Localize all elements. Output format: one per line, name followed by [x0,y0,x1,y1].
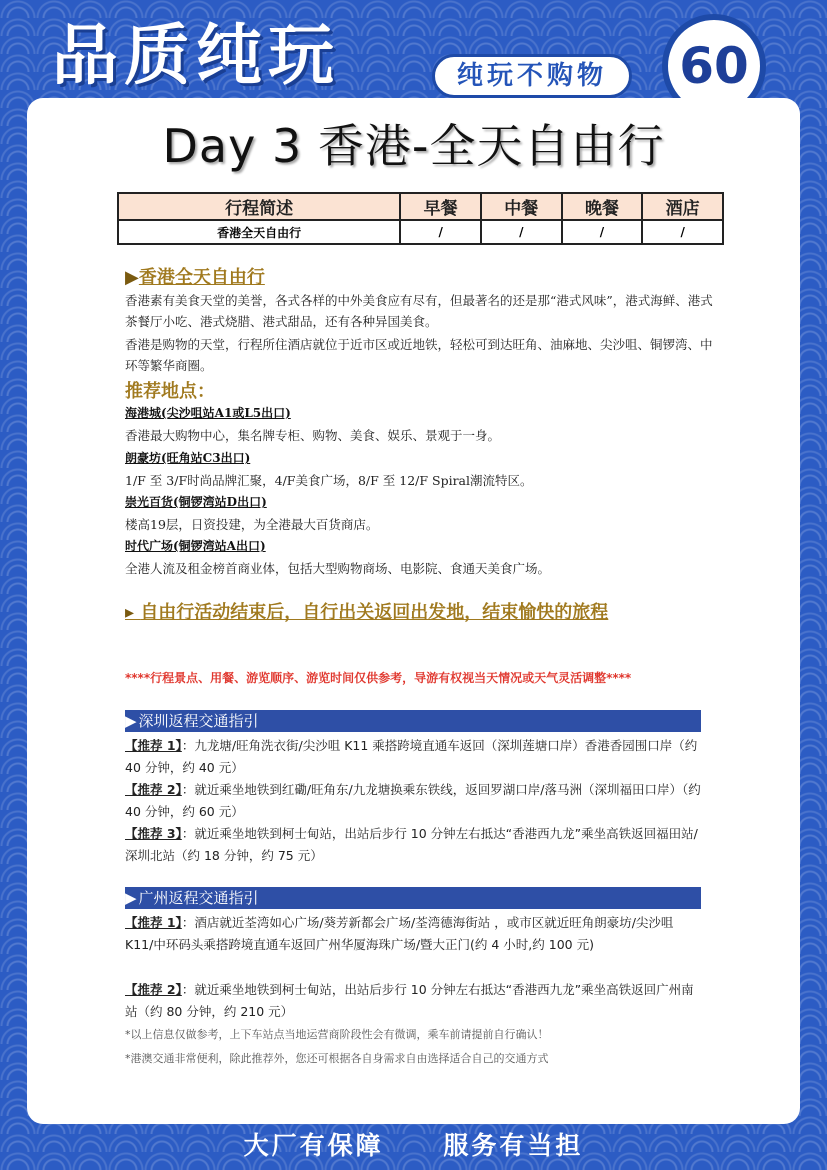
route-text: ：九龙塘/旺角洗衣街/尖沙咀 K11 乘搭跨境直通车返回（深圳莲塘口岸）香港香园围口岸（约 40 分钟，约 40 元） [125,738,698,775]
food-paragraph: 香港素有美食天堂的美誉，各式各样的中外美食应有尽有，但最著名的还是那“港式风味”，港式海鲜、港式茶餐厅小吃、港式烧腊、港式甜品，还有各种异国美食。 [125,293,713,329]
meal-table-header [118,193,723,220]
place-name: 海港城(尖沙咀站A1或L5出口) [125,406,291,420]
place-name: 朗豪坊(旺角站C3出口) [125,451,251,465]
footnote: *港澳交通非常便利，除此推荐外，您还可根据各自身需求自由选择适合自己的交通方式 [125,1052,549,1065]
place-name: 崇光百货(铜锣湾站D出口) [125,495,267,509]
no-shopping-pill: 纯玩不购物 [432,54,632,98]
route-item [125,779,703,823]
triangle-icon: ▶ [125,889,137,907]
page-title: Day 3 香港-全天自由行 [162,119,665,173]
cell-dinner: / [562,220,643,244]
route-tag: 【推荐 3】 [125,826,182,841]
route-text: ：就近乘坐地铁到红磡/旺角东/九龙塘换乘东铁线，返回罗湖口岸/落马洲（深圳福田口岸）（约 40 分钟，约 60 元） [125,782,701,819]
route-tag: 【推荐 2】 [125,982,182,997]
route-tag: 【推荐 1】 [125,738,182,753]
table-row [118,220,723,244]
footer-slogan [0,1124,827,1170]
place-desc: 楼高19层，日资投建，为全港最大百货商店。 [125,517,379,532]
place-desc: 香港最大购物中心，集名牌专柜、购物、美食、娱乐、景观于一身。 [125,428,501,443]
header-hotel: 酒店 [642,193,723,220]
guangzhou-heading-bar [125,887,701,909]
end-note-text: 自由行活动结束后，自行出关返回出发地，结束愉快的旅程 [140,602,609,623]
cell-hotel: / [642,220,723,244]
place-desc: 全港人流及租金榜首商业体，包括大型购物商场、电影院、食通天美食广场。 [125,561,551,576]
header-lunch: 中餐 [481,193,562,220]
route-text: ：就近乘坐地铁到柯士甸站，出站后步行 10 分钟左右抵达“香港西九龙”乘坐高铁返回福田站/深圳北站（约 18 分钟，约 75 元） [125,826,698,863]
section-heading [125,263,265,289]
route-tag: 【推荐 2】 [125,782,182,797]
route-item [125,912,703,956]
triangle-icon: ▶ [125,267,139,288]
cell-breakfast: / [400,220,481,244]
meal-table [117,192,724,245]
shenzhen-heading-bar [125,710,701,732]
route-text: ：就近乘坐地铁到柯士甸站，出站后步行 10 分钟左右抵达“香港西九龙”乘坐高铁返回广州南站（约 80 分钟，约 210 元） [125,982,694,1019]
header-summary: 行程简述 [118,193,400,220]
place-name: 时代广场(铜锣湾站A出口) [125,539,266,553]
route-item [125,979,703,1023]
place-desc: 1/F 至 3/F时尚品牌汇聚，4/F美食广场，8/F 至 12/F Spiral潮流特区。 [125,473,533,488]
triangle-icon: ▶ [125,712,137,730]
route-item [125,735,703,779]
end-note [125,598,608,624]
warning-text: ****行程景点、用餐、游览顺序、游览时间仅供参考，导游有权视当天情况或天气灵活调整**** [125,671,632,685]
footer-left: 大厂有保障 [243,1131,384,1160]
cell-summary: 香港全天自由行 [118,220,400,244]
route-text: ：酒店就近荃湾如心广场/葵芳新都会广场/荃湾德海街站 ，或市区就近旺角朗豪坊/尖沙咀 K11/中环码头乘搭跨境直通车返回广州华厦海珠广场/暨大正门(约 4 小时,约 100 元) [125,915,674,952]
footer-right: 服务有当担 [443,1131,584,1160]
price-badge: 60 [662,14,766,118]
shopping-paragraph: 香港是购物的天堂，行程所住酒店就位于近市区或近地铁，轻松可到达旺角、油麻地、尖沙咀、铜锣湾、中环等繁华商圈。 [125,337,713,373]
cell-lunch: / [481,220,562,244]
footnote: *以上信息仅做参考，上下车站点当地运营商阶段性会有微调，乘车前请提前自行确认！ [125,1028,549,1041]
shenzhen-heading: 深圳返程交通指引 [138,712,259,730]
brand-title: 品质纯玩 [52,16,340,94]
route-item [125,823,703,867]
section-heading-text: 香港全天自由行 [138,267,265,288]
guangzhou-heading: 广州返程交通指引 [138,889,259,907]
route-tag: 【推荐 1】 [125,915,182,930]
recommend-heading: 推荐地点： [125,381,215,402]
triangle-icon: ▸ [125,602,141,623]
header-dinner: 晚餐 [562,193,643,220]
header-breakfast: 早餐 [400,193,481,220]
